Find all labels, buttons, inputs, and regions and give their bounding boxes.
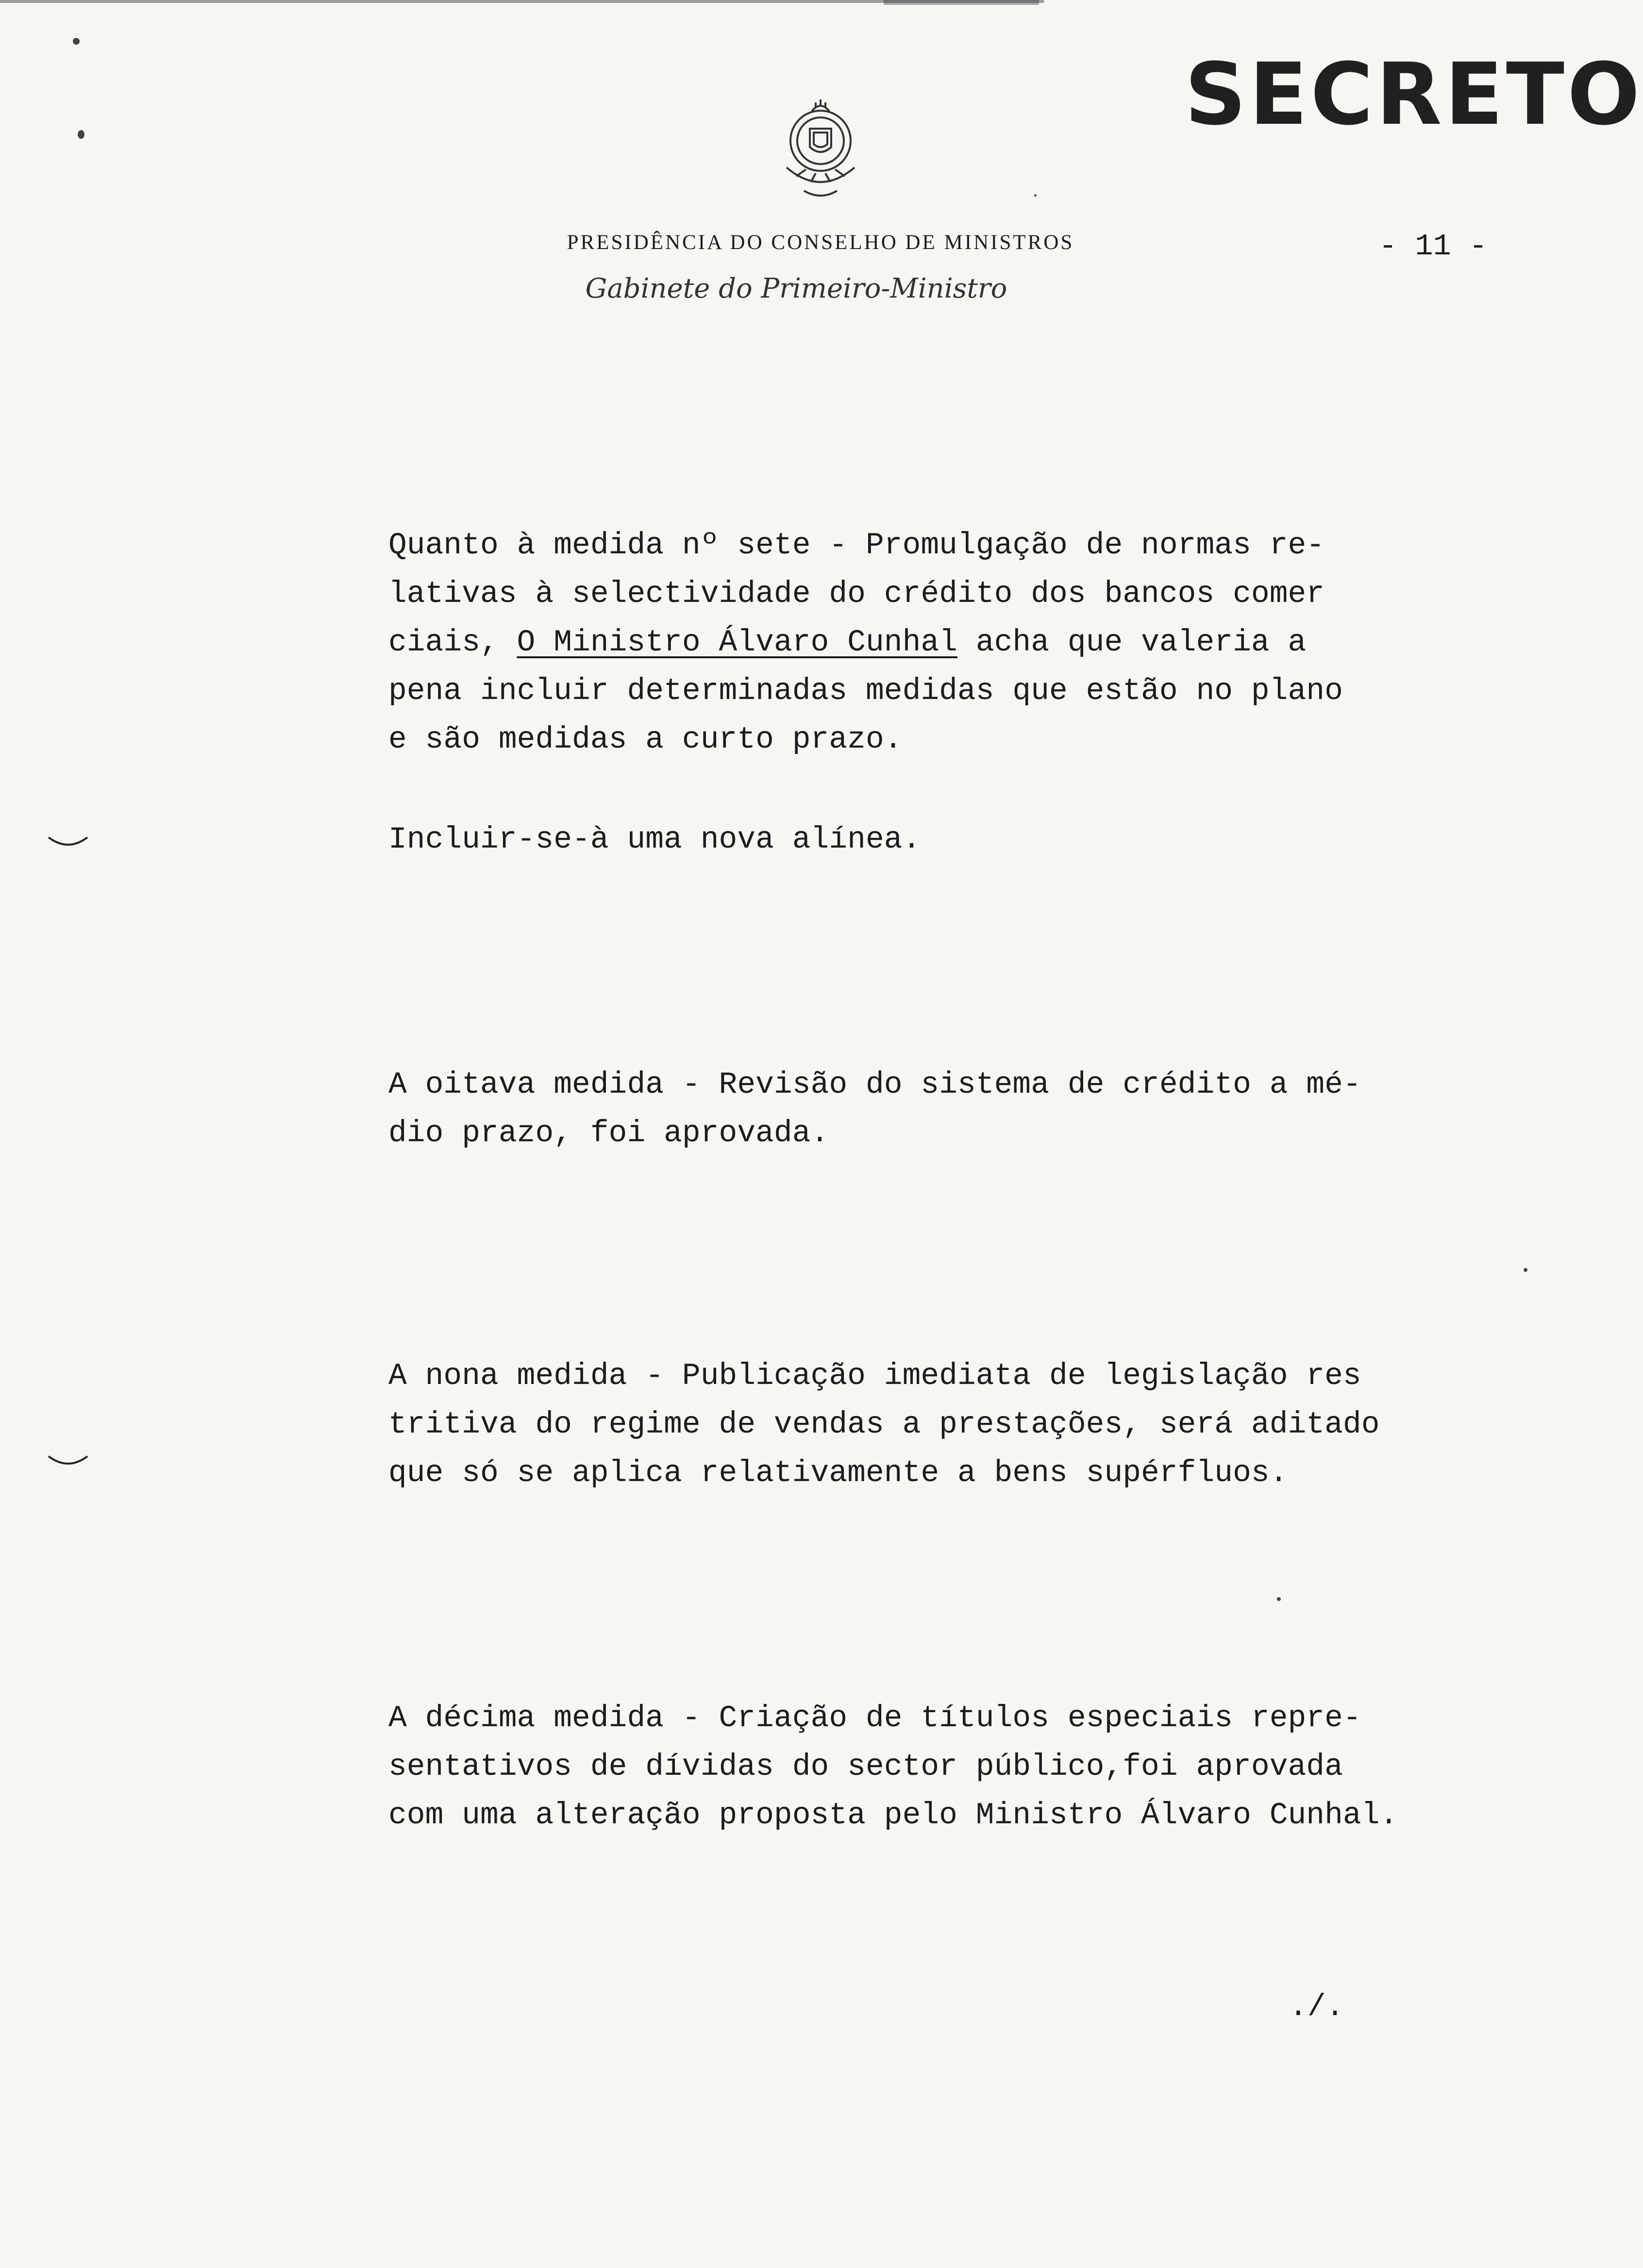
scan-speck — [1524, 1268, 1527, 1272]
scan-edge-rule — [884, 0, 1039, 5]
paragraph-new-alinea — [388, 816, 1505, 864]
paragraph-measure-ten — [388, 1694, 1505, 1840]
text-line: que só se aplica relativamente a bens supérfluos. — [388, 1456, 1288, 1490]
punch-hole-mark — [46, 1451, 90, 1471]
classification-stamp: SECRETO — [1185, 45, 1643, 144]
organization-heading: PRESIDÊNCIA DO CONSELHO DE MINISTROS — [567, 231, 1074, 254]
paragraph-measure-eight — [388, 1061, 1505, 1158]
text-line: Incluir-se-à uma nova alínea. — [388, 822, 921, 857]
text-line: Quanto à medida nº sete - Promulgação de normas re- — [388, 528, 1325, 563]
text-line: A oitava medida - Revisão do sistema de crédito a mé- — [388, 1067, 1361, 1102]
text-line: A nona medida - Publicação imediata de legislação res — [388, 1359, 1361, 1393]
coat-of-arms-seal-icon — [757, 95, 884, 211]
paragraph-measure-nine — [388, 1352, 1505, 1498]
text-line-with-underline — [388, 618, 1505, 667]
text-line: e são medidas a curto prazo. — [388, 722, 903, 757]
text-line: com uma alteração proposta pelo Ministro Álvaro Cunhal. — [388, 1798, 1398, 1833]
text-line: sentativos de dívidas do sector público,foi aprovada — [388, 1750, 1343, 1784]
office-subheading: Gabinete do Primeiro-Ministro — [585, 273, 1007, 304]
text-line: A décima medida - Criação de títulos especiais repre- — [388, 1701, 1361, 1735]
text-line: ciais, O Ministro Álvaro Cunhal acha que valeria a — [388, 625, 1307, 660]
punch-hole-mark — [46, 833, 90, 852]
scan-speck — [73, 38, 80, 45]
page-number: - 11 - — [1379, 229, 1488, 264]
scan-speck — [1277, 1597, 1281, 1601]
paragraph-measure-seven — [388, 521, 1505, 764]
scan-speck — [78, 130, 84, 139]
text-line: pena incluir determinadas medidas que estão no plano — [388, 674, 1343, 708]
text-line: lativas à selectividade do crédito dos bancos comer — [388, 577, 1325, 611]
text-line: dio prazo, foi aprovada. — [388, 1116, 829, 1151]
continuation-mark: ./. — [1289, 1990, 1344, 2024]
underlined-name: O Ministro Álvaro Cunhal — [517, 625, 958, 660]
scan-speck — [1034, 194, 1037, 197]
text-line: tritiva do regime de vendas a prestações, será aditado — [388, 1407, 1380, 1442]
